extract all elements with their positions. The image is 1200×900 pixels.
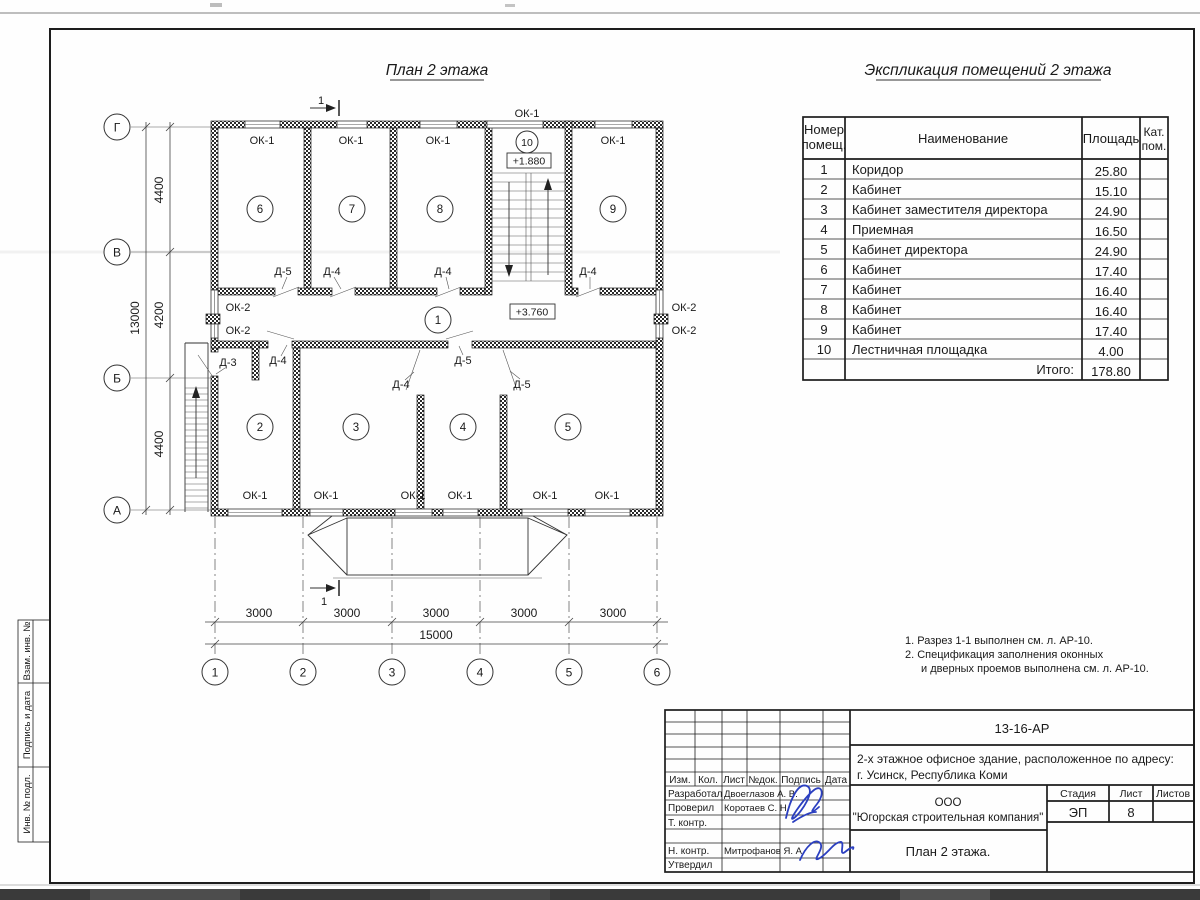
elevation-value: +3.760 xyxy=(515,306,549,319)
door-label: Д-5 xyxy=(274,266,292,278)
door-label: Д-5 xyxy=(454,355,472,367)
axis-row-label: Г xyxy=(113,120,121,135)
tb-col-ndok: №док. xyxy=(748,775,778,786)
tb-stage-label: Стадия xyxy=(1060,788,1096,800)
section-mark-top xyxy=(310,95,339,116)
tb-role: Разработал xyxy=(668,789,723,800)
schedule-cell-name: Кабинет xyxy=(852,182,902,197)
dim-left-total: 13000 xyxy=(128,301,142,335)
schedule-cell-num: 7 xyxy=(820,282,828,297)
schedule-header-num: Номер xyxy=(803,122,845,137)
room-schedule xyxy=(802,62,1168,380)
section-label-top: 1 xyxy=(317,95,325,107)
dim-left: 4400 xyxy=(152,176,166,204)
schedule-cell-name: Кабинет заместителя директора xyxy=(852,202,1048,217)
window-label-ok1: ОК-1 xyxy=(532,490,558,502)
axis-col-label: 5 xyxy=(565,665,573,680)
external-stair xyxy=(185,343,208,512)
dim-left: 4200 xyxy=(152,301,166,329)
room-number: 10 xyxy=(521,137,533,149)
side-stamp-inv: Инв. № подл. xyxy=(22,774,33,834)
door-label: Д-4 xyxy=(579,266,597,278)
dim-bottom: 3000 xyxy=(422,606,450,620)
note-line: 1. Разрез 1-1 выполнен см. л. АР-10. xyxy=(905,635,1093,647)
schedule-cell-num: 4 xyxy=(820,222,828,237)
schedule-title: Экспликация помещений 2 этажа xyxy=(864,62,1112,79)
schedule-header-cat: Кат. xyxy=(1143,125,1165,139)
tb-col-kol: Кол. xyxy=(698,775,718,786)
axis-row-label: Б xyxy=(113,371,121,386)
tb-role: Проверил xyxy=(668,803,715,814)
dim-bottom-total: 15000 xyxy=(419,628,453,642)
axis-col-label: 1 xyxy=(211,665,219,680)
side-stamp-podpis: Подпись и дата xyxy=(22,690,33,760)
tb-name: Двоеглазов А. В. xyxy=(724,789,798,800)
porch xyxy=(308,516,567,578)
room-number: 7 xyxy=(348,204,356,216)
window-label-ok2: ОК-2 xyxy=(671,302,697,314)
door-labels xyxy=(219,266,596,391)
axis-col-label: 3 xyxy=(388,665,396,680)
schedule-header-name: Наименование xyxy=(917,131,1009,146)
tb-role: Т. контр. xyxy=(668,818,708,829)
schedule-cell-name: Кабинет xyxy=(852,322,902,337)
room-number: 8 xyxy=(436,204,444,216)
window-label-ok1: ОК-1 xyxy=(338,135,364,147)
room-number: 1 xyxy=(434,315,442,327)
room-number: 3 xyxy=(352,422,360,434)
tb-name: Митрофанов Я. А. xyxy=(724,846,805,857)
tb-name: Коротаев С. Н. xyxy=(724,803,790,814)
title-block xyxy=(665,710,1194,872)
axis-grid xyxy=(104,114,670,685)
schedule-cell-num: 9 xyxy=(820,322,828,337)
side-stamp xyxy=(18,620,50,842)
tb-doc-code: 13-16-АР xyxy=(994,721,1050,736)
axis-row-label: А xyxy=(112,503,122,518)
tb-sheet-title: План 2 этажа. xyxy=(905,844,991,859)
elevation-value: +1.880 xyxy=(512,155,546,168)
door-label: Д-4 xyxy=(392,379,410,391)
window-label-ok1: ОК-1 xyxy=(594,490,620,502)
tb-listov-label: Листов xyxy=(1155,788,1191,800)
room-number: 2 xyxy=(256,422,264,434)
dim-bottom: 3000 xyxy=(245,606,273,620)
window-label-ok2: ОК-2 xyxy=(225,325,251,337)
room-number: 4 xyxy=(459,422,467,434)
axis-col-label: 6 xyxy=(653,665,661,680)
schedule-cell-name: Кабинет xyxy=(852,282,902,297)
tb-role: Утвердил xyxy=(668,860,713,871)
plan-title: План 2 этажа xyxy=(385,62,489,79)
tb-role: Н. контр. xyxy=(668,846,710,857)
schedule-cell-num: 10 xyxy=(816,342,832,357)
schedule-header-area: Площадь xyxy=(1082,131,1140,146)
schedule-cell-num: 3 xyxy=(820,202,828,217)
door-label: Д-3 xyxy=(219,357,237,369)
tb-object-line1: 2-х этажное офисное здание, расположенное по адресу: xyxy=(857,752,1174,766)
window-label-ok1: ОК-1 xyxy=(249,135,275,147)
window-label-ok1: ОК-1 xyxy=(425,135,451,147)
room-number: 5 xyxy=(564,422,572,434)
schedule-cell-num: 2 xyxy=(820,182,828,197)
dim-bottom: 3000 xyxy=(510,606,538,620)
schedule-cell-num: 8 xyxy=(820,302,828,317)
dim-left: 4400 xyxy=(152,430,166,458)
window-label-ok1: ОК-1 xyxy=(242,490,268,502)
floor-plan xyxy=(104,62,696,685)
schedule-total-value: 178.80 xyxy=(1091,364,1131,379)
note-line: и дверных проемов выполнена см. л. АР-10. xyxy=(921,663,1149,675)
stairwell xyxy=(492,173,565,281)
schedule-cell-name: Кабинет xyxy=(852,262,902,277)
window-label-ok2: ОК-2 xyxy=(671,325,697,337)
schedule-cell-name: Кабинет xyxy=(852,302,902,317)
schedule-rows xyxy=(817,162,1131,379)
schedule-cell-area: 17.40 xyxy=(1094,264,1128,279)
tb-stage-value: ЭП xyxy=(1068,805,1088,820)
schedule-cell-name: Кабинет директора xyxy=(852,242,968,257)
tb-org-line1: ООО xyxy=(934,797,962,809)
door-label: Д-4 xyxy=(269,355,287,367)
window-label-ok1: ОК-1 xyxy=(447,490,473,502)
tb-col-izm: Изм. xyxy=(669,775,691,786)
window-label-ok2: ОК-2 xyxy=(225,302,251,314)
schedule-header-num2: помещ. xyxy=(801,137,847,152)
window-label-ok1: ОК-1 xyxy=(514,108,540,120)
schedule-total-label: Итого: xyxy=(1036,362,1074,377)
section-label-bottom: 1 xyxy=(320,596,328,608)
tb-sheet-no: 8 xyxy=(1127,805,1135,820)
schedule-cell-area: 15.10 xyxy=(1094,184,1128,199)
axis-row-label: В xyxy=(112,245,122,260)
tb-object-line2: г. Усинск, Республика Коми xyxy=(857,768,1008,782)
schedule-cell-area: 25.80 xyxy=(1094,164,1128,179)
schedule-cell-area: 4.00 xyxy=(1098,344,1124,359)
schedule-cell-num: 1 xyxy=(820,162,828,177)
schedule-cell-num: 6 xyxy=(820,262,828,277)
axis-col-label: 2 xyxy=(299,665,307,680)
room-number: 6 xyxy=(256,204,264,216)
window-label-ok1: ОК-1 xyxy=(313,490,339,502)
door-label: Д-4 xyxy=(434,266,452,278)
note-line: 2. Спецификация заполнения оконных xyxy=(905,649,1104,661)
door-label: Д-5 xyxy=(513,379,531,391)
tb-col-data: Дата xyxy=(824,775,848,786)
dim-bottom: 3000 xyxy=(333,606,361,620)
door-label: Д-4 xyxy=(323,266,341,278)
schedule-cell-name: Коридор xyxy=(852,162,904,177)
schedule-cell-area: 16.40 xyxy=(1094,284,1128,299)
side-stamp-vzam: Взам. инв. № xyxy=(22,621,33,681)
tb-col-list: Лист xyxy=(723,775,745,786)
tb-list-label: Лист xyxy=(1119,788,1143,800)
schedule-cell-area: 16.50 xyxy=(1094,224,1128,239)
window-label-ok1: ОК-1 xyxy=(600,135,626,147)
schedule-cell-area: 24.90 xyxy=(1094,244,1128,259)
tb-col-podpis: Подпись xyxy=(781,775,821,786)
tb-org-line2: "Югорская строительная компания" xyxy=(852,812,1044,824)
schedule-cell-name: Лестничная площадка xyxy=(852,342,988,357)
notes xyxy=(905,635,1149,675)
schedule-header-cat2: пом. xyxy=(1141,139,1167,153)
schedule-cell-area: 24.90 xyxy=(1094,204,1128,219)
schedule-cell-num: 5 xyxy=(820,242,828,257)
window-label-ok1: ОК-1 xyxy=(400,490,426,502)
room-number: 9 xyxy=(609,204,617,216)
schedule-cell-name: Приемная xyxy=(852,222,914,237)
schedule-cell-area: 16.40 xyxy=(1094,304,1128,319)
section-mark-bottom xyxy=(310,580,339,608)
axis-col-label: 4 xyxy=(476,665,484,680)
schedule-cell-area: 17.40 xyxy=(1094,324,1128,339)
dim-bottom: 3000 xyxy=(599,606,627,620)
